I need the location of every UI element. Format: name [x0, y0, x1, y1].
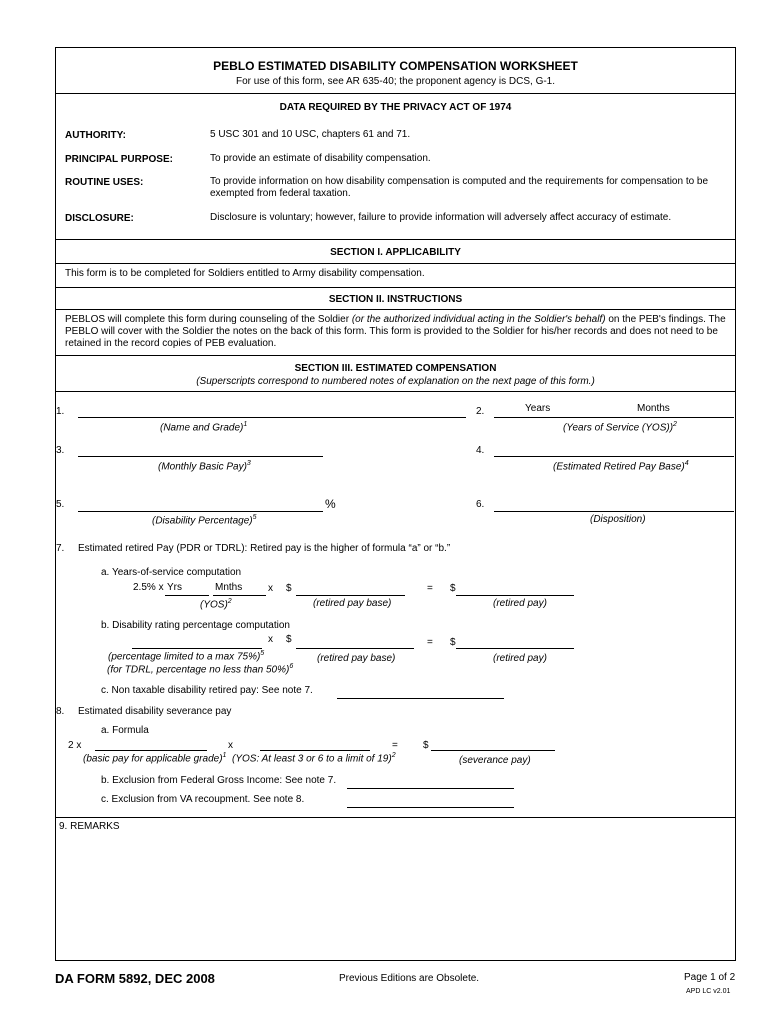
item7b-retired-pay-field[interactable] [456, 648, 574, 649]
divider [55, 239, 736, 240]
item8a-equals: = [392, 740, 398, 751]
privacy-heading: DATA REQUIRED BY THE PRIVACY ACT OF 1974 [279, 102, 512, 113]
item7a-retired-pay-base-field[interactable] [296, 595, 405, 596]
item7c-nontaxable-field[interactable] [337, 698, 504, 699]
item8a-severance-label: (severance pay) [459, 755, 531, 766]
item7b-limit2: (for TDRL, percentage no less than 50%)$^6$ [107, 663, 294, 676]
divider [55, 263, 736, 264]
form-subtitle: For use of this form, see AR 635-40; the proponent agency is DCS, G-1. [235, 76, 556, 87]
item7a-retired-label: (retired pay) [493, 598, 547, 609]
item7a-dollar2: $ [450, 583, 456, 594]
item8a-label: a. Formula [101, 725, 149, 736]
field2-years-label: Years [525, 403, 551, 414]
field2-months-label: Months [637, 403, 670, 414]
item8-text: Estimated disability severance pay [78, 706, 232, 717]
item7b-equals: = [427, 637, 433, 648]
percent-sign: % [325, 497, 336, 511]
item7b-retired-pay-base-field[interactable] [296, 648, 414, 649]
item7a-yos-label: (YOS)$^2$ [200, 598, 232, 611]
item7-text: Estimated retired Pay (PDR or TDRL): Retired pay is the higher of formula “a” or “b.” [78, 543, 451, 554]
field6-label: (Disposition) [590, 514, 646, 525]
divider [55, 287, 736, 288]
section3-heading: SECTION III. ESTIMATED COMPENSATION [294, 363, 497, 374]
yos-months-field[interactable] [213, 595, 266, 596]
field4-number: 4. [476, 445, 485, 456]
divider [55, 93, 736, 94]
years-of-service-field[interactable] [494, 417, 734, 418]
name-grade-field[interactable] [78, 417, 466, 418]
disclosure-label: DISCLOSURE: [65, 213, 134, 224]
item7b-label: b. Disability rating percentage computation [101, 620, 290, 631]
item8a-mult: 2 x [68, 740, 82, 751]
item7b-limit1: (percentage limited to a max 75%)$^5$ [108, 650, 265, 663]
item8a-dollar: $ [423, 740, 429, 751]
field6-number: 6. [476, 499, 485, 510]
item7b-base-label: (retired pay base) [317, 653, 396, 664]
item7a-rate: 2.5% x [133, 582, 164, 593]
item7b-dollar2: $ [450, 637, 456, 648]
field2-number: 2. [476, 406, 485, 417]
authority-label: AUTHORITY: [65, 130, 126, 141]
item8a-basic-label: (basic pay for applicable grade)$^1$ [83, 752, 227, 765]
item8a-yos-field[interactable] [260, 750, 370, 751]
item7a-dollar: $ [286, 583, 292, 594]
page-number: Page 1 of 2 [684, 972, 736, 983]
divider [55, 309, 736, 310]
uses-text: To provide information on how disability compensation is computed and the requirements for compensation to be exempted from federal taxation. [210, 176, 709, 199]
item8b-label: b. Exclusion from Federal Gross Income: See note 7. [101, 775, 337, 786]
disability-percentage-field[interactable] [78, 511, 323, 512]
divider [55, 817, 736, 818]
item8a-x: x [228, 740, 233, 751]
item7a-retired-pay-field[interactable] [456, 595, 574, 596]
field1-number: 1. [56, 406, 65, 417]
obsolete-note: Previous Editions are Obsolete. [339, 973, 480, 984]
monthly-basic-pay-field[interactable] [78, 456, 323, 457]
item8a-severance-field[interactable] [431, 750, 555, 751]
item7a-base-label: (retired pay base) [313, 598, 392, 609]
section2-heading: SECTION II. INSTRUCTIONS [328, 294, 463, 305]
item8b-exclusion-field[interactable] [347, 788, 514, 789]
divider [55, 355, 736, 356]
item7a-equals: = [427, 583, 433, 594]
section1-heading: SECTION I. APPLICABILITY [330, 247, 461, 258]
remarks-field[interactable] [57, 834, 733, 958]
form-id: DA FORM 5892, DEC 2008 [55, 971, 215, 986]
divider [55, 391, 736, 392]
field5-label: (Disability Percentage)$^5$ [152, 514, 257, 527]
item7a-mnths: Mnths [215, 582, 243, 593]
form-title: PEBLO ESTIMATED DISABILITY COMPENSATION WORKSHEET [213, 59, 578, 73]
field3-number: 3. [56, 445, 65, 456]
disclosure-text: Disclosure is voluntary; however, failure to provide information will adversely affect accuracy of estimate. [210, 212, 672, 223]
item7a-x: x [268, 583, 273, 594]
section2-text: PEBLOS will complete this form during counseling of the Soldier (or the authorized individual acting in the Soldier's behalf) on the PEB's findings. The PEBLO will cover with the Soldier the notes on the back of this form. This form is provided to the Soldier for his/her records and does not need to be retained in the record copies of PEB evaluation. [65, 314, 726, 349]
item8c-exclusion-field[interactable] [347, 807, 514, 808]
item7b-x: x [268, 634, 273, 645]
item7a-yrs: Yrs [167, 582, 182, 593]
disposition-field[interactable] [494, 511, 734, 512]
purpose-label: PRINCIPAL PURPOSE: [65, 154, 173, 165]
field4-label: (Estimated Retired Pay Base)$^4$ [553, 460, 689, 473]
retired-pay-base-field[interactable] [494, 456, 734, 457]
remarks-label: 9. REMARKS [59, 821, 120, 832]
uses-label: ROUTINE USES: [65, 177, 144, 188]
field2-label: (Years of Service (YOS))$^2$ [563, 421, 677, 434]
item8a-basic-pay-field[interactable] [95, 750, 207, 751]
field3-label: (Monthly Basic Pay)$^3$ [158, 460, 251, 473]
item8a-yos-label: (YOS: At least 3 or 6 to a limit of 19)$^2$ [232, 752, 396, 765]
item7a-label: a. Years-of-service computation [101, 567, 242, 578]
version-label: APD LC v2.01 [686, 988, 731, 995]
item7-number: 7. [56, 543, 65, 554]
field1-label: (Name and Grade)$^1$ [160, 421, 248, 434]
section3-subheading: (Superscripts correspond to numbered notes of explanation on the next page of this form.) [196, 376, 595, 387]
item7b-retired-label: (retired pay) [493, 653, 547, 664]
section1-text: This form is to be completed for Soldiers entitled to Army disability compensation. [65, 268, 425, 279]
yos-years-field[interactable] [165, 595, 209, 596]
item8-number: 8. [56, 706, 65, 717]
purpose-text: To provide an estimate of disability compensation. [210, 153, 431, 164]
authority-text: 5 USC 301 and 10 USC, chapters 61 and 71. [210, 129, 411, 140]
item7c-label: c. Non taxable disability retired pay: See note 7. [101, 685, 313, 696]
field5-number: 5. [56, 499, 65, 510]
item7b-percentage-field[interactable] [132, 648, 262, 649]
item8c-label: c. Exclusion from VA recoupment. See note 8. [101, 794, 305, 805]
item7b-dollar: $ [286, 634, 292, 645]
